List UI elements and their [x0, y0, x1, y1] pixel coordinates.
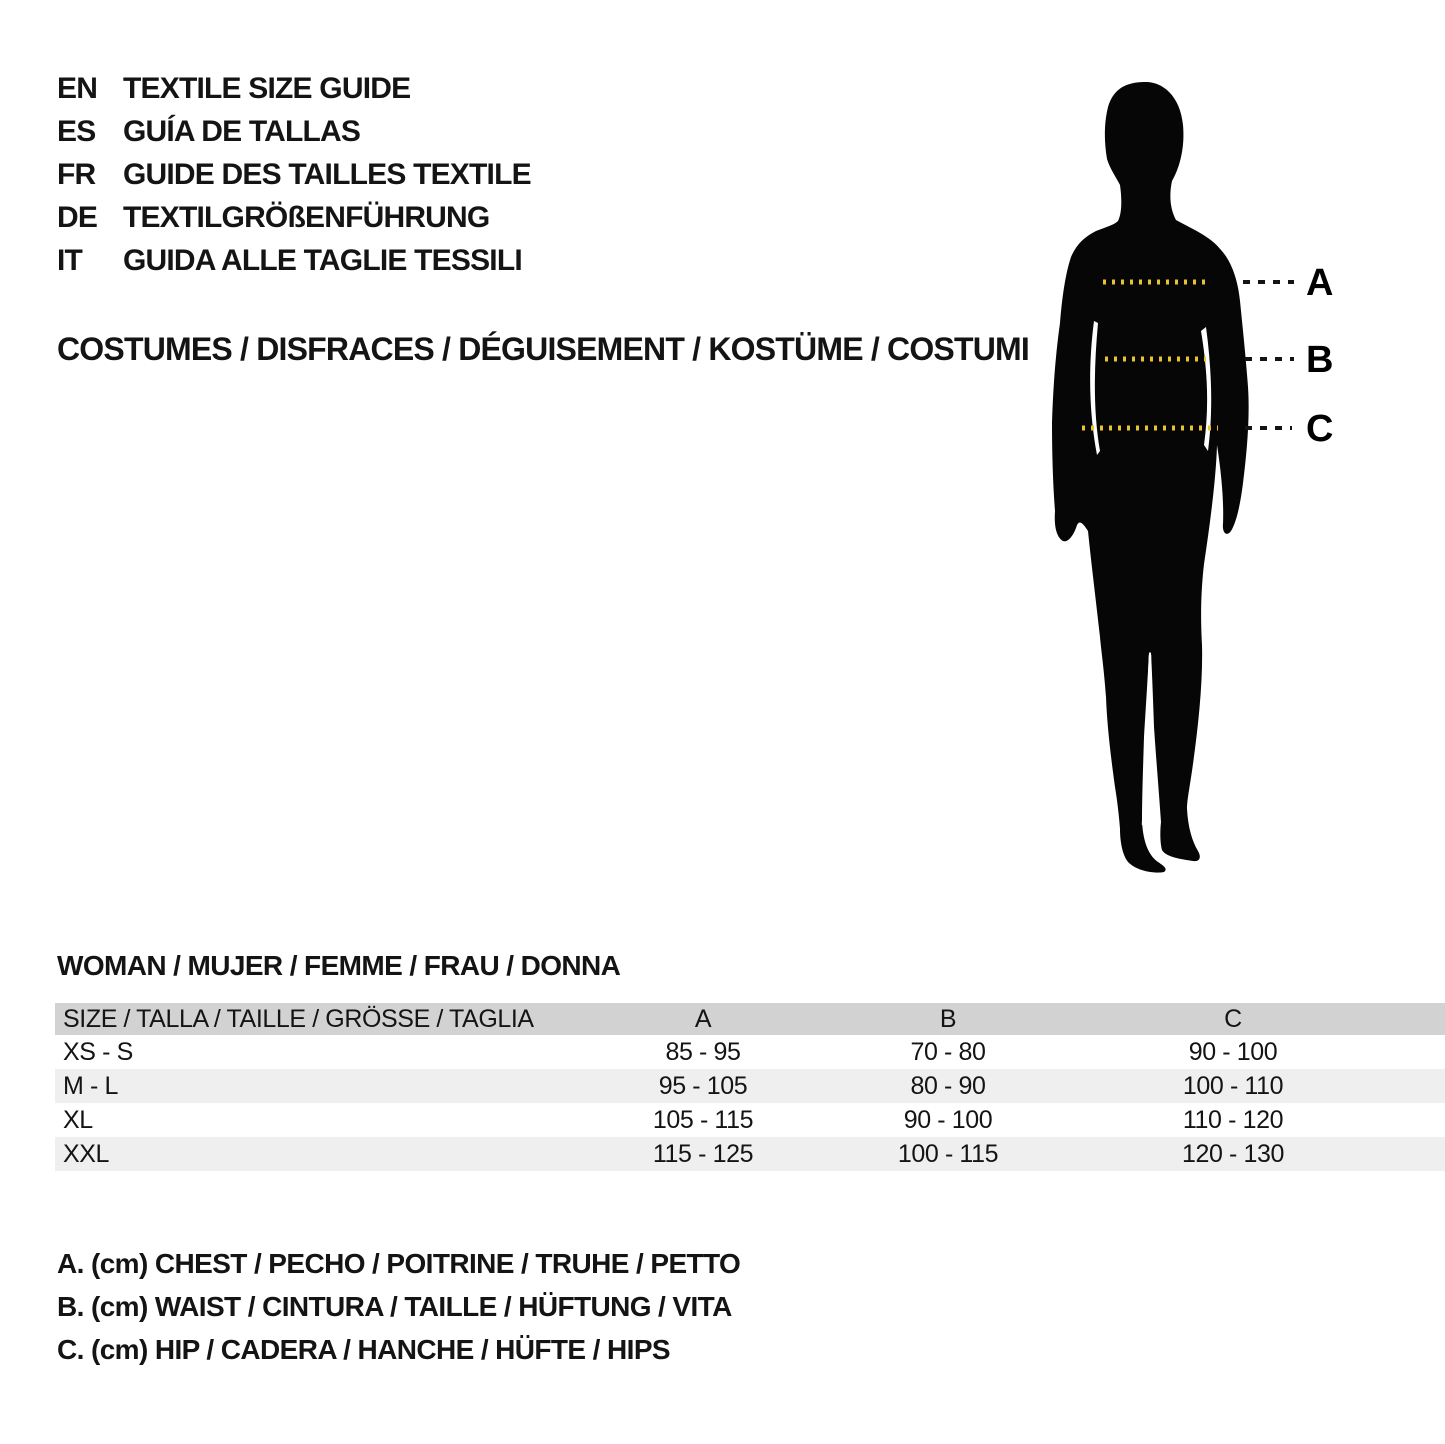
chest-label: A [1306, 262, 1333, 304]
size-cell: XS - S [63, 1038, 133, 1066]
waist-range-cell: 80 - 90 [910, 1072, 986, 1100]
language-title: TEXTILGRÖßENFÜHRUNG [123, 201, 490, 234]
figure-svg [1050, 79, 1340, 879]
note-waist: B. (cm) WAIST / CINTURA / TAILLE / HÜFTUNG / VITA [57, 1291, 732, 1322]
chest-range-cell: 105 - 115 [652, 1106, 754, 1134]
category-title: COSTUMES / DISFRACES / DÉGUISEMENT / KOSTÜME / COSTUMI [57, 331, 1029, 367]
language-guide-list [57, 72, 531, 287]
language-code: EN [57, 72, 98, 105]
waist-range-cell: 100 - 115 [897, 1140, 999, 1168]
hip-range-cell: 100 - 110 [1182, 1072, 1284, 1100]
size-row-xs-s [55, 1035, 1445, 1069]
language-row-fr [57, 158, 531, 201]
language-code: ES [57, 115, 96, 148]
size-table-header-row [55, 1003, 1445, 1035]
size-row-m-l [55, 1069, 1445, 1103]
language-code: DE [57, 201, 98, 234]
measurement-figure [1050, 79, 1340, 879]
size-row-xl [55, 1103, 1445, 1137]
hip-range-cell: 90 - 100 [1188, 1038, 1278, 1066]
language-row-en [57, 72, 531, 115]
hip-range-cell: 120 - 130 [1181, 1140, 1285, 1168]
waist-label: B [1306, 339, 1333, 381]
hip-label: C [1306, 408, 1333, 450]
size-cell: M - L [63, 1072, 118, 1100]
size-cell: XXL [63, 1140, 110, 1168]
measurement-notes [57, 1242, 740, 1371]
waist-range-cell: 70 - 80 [910, 1038, 986, 1066]
note-hip: C. (cm) HIP / CADERA / HANCHE / HÜFTE / HIPS [57, 1334, 670, 1365]
column-header-size: SIZE / TALLA / TAILLE / GRÖSSE / TAGLIA [55, 1003, 583, 1035]
language-title: TEXTILE SIZE GUIDE [123, 72, 411, 105]
column-header-b: B [823, 1003, 1073, 1035]
language-row-it [57, 244, 531, 287]
hip-range-cell: 110 - 120 [1182, 1106, 1284, 1134]
language-code: IT [57, 244, 83, 277]
column-header-c: C [1073, 1003, 1445, 1035]
chest-range-cell: 95 - 105 [658, 1072, 748, 1100]
table-section-title: WOMAN / MUJER / FEMME / FRAU / DONNA [57, 950, 621, 981]
note-chest: A. (cm) CHEST / PECHO / POITRINE / TRUHE / PETTO [57, 1248, 741, 1279]
woman-silhouette-icon [1052, 82, 1249, 873]
chest-range-cell: 115 - 125 [652, 1140, 754, 1168]
size-table [55, 1003, 1445, 1171]
language-row-de [57, 201, 531, 244]
language-row-es [57, 115, 531, 158]
language-code: FR [57, 158, 96, 191]
column-header-a: A [583, 1003, 823, 1035]
language-title: GUÍA DE TALLAS [123, 115, 361, 148]
size-row-xxl [55, 1137, 1445, 1171]
language-title: GUIDE DES TAILLES TEXTILE [123, 158, 531, 191]
size-cell: XL [63, 1106, 93, 1134]
chest-range-cell: 85 - 95 [665, 1038, 741, 1066]
language-title: GUIDA ALLE TAGLIE TESSILI [123, 244, 522, 277]
waist-range-cell: 90 - 100 [903, 1106, 993, 1134]
